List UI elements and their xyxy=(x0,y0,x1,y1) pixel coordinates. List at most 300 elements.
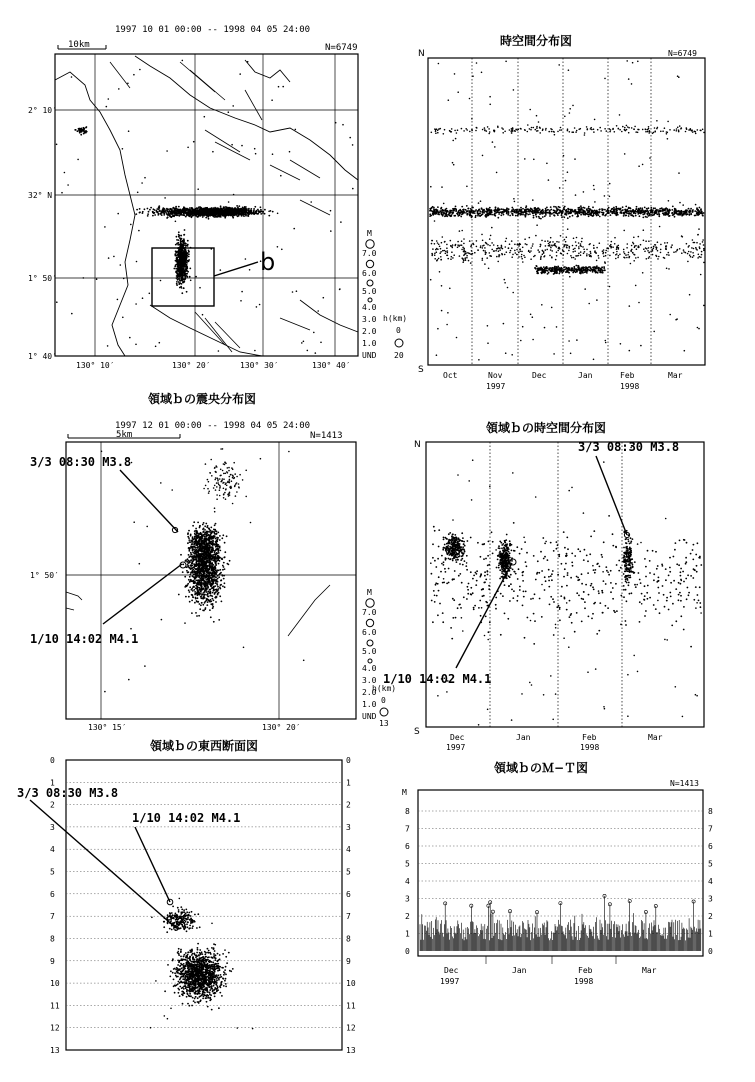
st-all-event xyxy=(480,245,482,247)
st-all-event xyxy=(592,210,594,212)
st-all-event xyxy=(432,248,434,250)
st-all-event xyxy=(541,273,543,275)
st-all-event xyxy=(644,251,646,253)
map-epicenter xyxy=(254,148,256,150)
st-all-event xyxy=(653,248,655,250)
st-all-event xyxy=(593,189,595,191)
map-epicenter xyxy=(183,256,185,258)
st-all-event xyxy=(435,132,437,134)
map-epicenter xyxy=(204,116,206,118)
st-all-event xyxy=(637,257,639,259)
st-all-event xyxy=(491,214,493,216)
st-all-event xyxy=(652,254,654,256)
st-all-event xyxy=(436,240,438,242)
map-epicenter xyxy=(181,278,183,280)
st-all-event xyxy=(482,211,484,213)
epi-b-epicenter xyxy=(217,559,219,561)
st-all-title: 時空間分布図 xyxy=(500,34,573,48)
epi-b-epicenter xyxy=(212,598,214,600)
st-all-event xyxy=(518,244,520,246)
st-all-event xyxy=(557,131,559,133)
st-all-event xyxy=(571,268,573,270)
map-epicenter xyxy=(296,290,298,292)
st-all-event xyxy=(463,209,465,211)
st-all-event xyxy=(593,131,595,133)
st-all-event xyxy=(636,211,638,213)
map-epicenter xyxy=(323,297,325,299)
st-all-event xyxy=(679,125,681,127)
map-epicenter xyxy=(238,211,240,213)
fault-1 xyxy=(180,62,215,92)
st-all-event xyxy=(444,129,446,131)
st-all-north: N xyxy=(418,49,425,59)
st-all-event xyxy=(543,269,545,271)
st-all-event xyxy=(686,127,688,129)
epi-b-epicenter xyxy=(212,592,214,594)
st-all-event xyxy=(679,213,681,215)
st-all-event xyxy=(472,75,474,77)
st-all-event xyxy=(466,257,468,259)
map-epicenter xyxy=(139,69,141,71)
st-all-event xyxy=(514,201,516,203)
st-all-event xyxy=(551,213,553,215)
st-all-event xyxy=(437,132,439,134)
fault-4 xyxy=(110,62,130,88)
st-all-event xyxy=(522,208,524,210)
st-all-event xyxy=(445,253,447,255)
map-epicenter xyxy=(227,211,229,213)
st-all-event xyxy=(584,251,586,253)
st-all-event xyxy=(600,268,602,270)
st-all-event xyxy=(675,251,677,253)
st-all-event xyxy=(474,252,476,254)
st-all-event xyxy=(568,213,570,215)
st-all-event xyxy=(557,214,559,216)
map-epicenter xyxy=(166,208,168,210)
st-all-event xyxy=(586,272,588,274)
st-all-event xyxy=(648,126,650,128)
map-epicenter xyxy=(199,209,201,211)
st-all-event xyxy=(556,207,558,209)
map-epicenter xyxy=(313,332,315,334)
st-all-event xyxy=(487,213,489,215)
st-all-event xyxy=(639,215,641,217)
st-all-event xyxy=(554,271,556,273)
st-all-event xyxy=(696,248,698,250)
st-all-event xyxy=(645,240,647,242)
map-epicenter xyxy=(135,303,137,305)
st-all-event xyxy=(613,252,615,254)
st-all-event xyxy=(487,325,489,327)
st-all-event xyxy=(509,215,511,217)
st-all-event xyxy=(648,215,650,217)
st-all-event xyxy=(441,207,443,209)
st-all-event xyxy=(624,127,626,129)
st-all-event xyxy=(593,247,595,249)
map-epicenter xyxy=(211,213,213,215)
st-all-event xyxy=(664,127,666,129)
st-all-event xyxy=(485,252,487,254)
st-all-event xyxy=(638,302,640,304)
st-all-event xyxy=(598,209,600,211)
map-epicenter xyxy=(135,213,137,215)
st-all-event xyxy=(576,237,578,239)
st-all-event xyxy=(464,254,466,256)
map-epicenter xyxy=(138,230,140,232)
map-epicenter xyxy=(147,213,149,215)
st-all-event xyxy=(504,131,506,133)
st-all-event xyxy=(476,62,478,64)
map-epicenter xyxy=(253,212,255,214)
st-all-event xyxy=(668,200,670,202)
st-all-event xyxy=(589,255,591,257)
map-epicenter xyxy=(173,268,175,270)
st-all-event xyxy=(556,255,558,257)
st-all-event xyxy=(529,128,531,130)
map-epicenter xyxy=(183,213,185,215)
st-all-event xyxy=(586,253,588,255)
map-epicenter xyxy=(195,215,197,217)
st-all-event xyxy=(532,243,534,245)
st-all-event xyxy=(512,292,514,294)
st-all-event xyxy=(532,316,534,318)
st-all-event xyxy=(597,211,599,213)
coast-south xyxy=(150,305,262,356)
map-epicenter xyxy=(232,105,234,107)
map-epicenter xyxy=(307,350,309,352)
st-all-event xyxy=(445,213,447,215)
map-epicenter xyxy=(184,229,186,231)
st-all-event xyxy=(489,238,491,240)
st-all-event xyxy=(548,179,550,181)
st-all-event xyxy=(685,252,687,254)
map-epicenter xyxy=(184,270,186,272)
st-all-event xyxy=(552,267,554,269)
map-epicenter xyxy=(135,344,137,346)
st-all-event xyxy=(560,267,562,269)
st-all-event xyxy=(577,212,579,214)
st-all-event xyxy=(530,258,532,260)
st-all-event xyxy=(575,265,577,267)
map-epicenter xyxy=(81,130,83,132)
st-all-event xyxy=(461,249,463,251)
st-all-event xyxy=(613,207,615,209)
map-epicenter xyxy=(186,291,188,293)
map-epicenter xyxy=(223,215,225,217)
st-all-event xyxy=(562,250,564,252)
st-all-event xyxy=(535,265,537,267)
epi-b-epicenter xyxy=(222,575,224,577)
st-all-event xyxy=(437,242,439,244)
map-epicenter xyxy=(251,213,253,215)
st-all-event xyxy=(550,237,552,239)
st-all-event xyxy=(661,210,663,212)
st-all-event xyxy=(569,216,571,218)
map-epicenter xyxy=(188,253,190,255)
st-all-event xyxy=(578,253,580,255)
st-all-event xyxy=(697,234,699,236)
st-all-event xyxy=(544,327,546,329)
st-all-event xyxy=(452,257,454,259)
st-all-event xyxy=(687,261,689,263)
map-epicenter xyxy=(203,215,205,217)
st-all-event xyxy=(609,196,611,198)
st-all-event xyxy=(649,214,651,216)
st-all-event xyxy=(432,206,434,208)
st-all-event xyxy=(582,272,584,274)
map-epicenter xyxy=(301,342,303,344)
st-all-event xyxy=(583,253,585,255)
map-epicenter xyxy=(199,287,201,289)
map-epicenter xyxy=(162,210,164,212)
st-all-event xyxy=(463,248,465,250)
st-all-event xyxy=(495,250,497,252)
st-all-event xyxy=(430,186,432,188)
st-all-event xyxy=(666,254,668,256)
st-all-event xyxy=(496,256,498,258)
st-all-event xyxy=(570,255,572,257)
st-all-event xyxy=(615,211,617,213)
st-all-event xyxy=(461,214,463,216)
st-all-event xyxy=(611,241,613,243)
map-epicenter xyxy=(236,205,238,207)
st-all-event xyxy=(436,251,438,253)
st-all-event xyxy=(690,213,692,215)
st-all-month-feb: Feb xyxy=(620,371,635,380)
st-all-event xyxy=(483,245,485,247)
st-all-event xyxy=(487,244,489,246)
map-epicenter xyxy=(183,281,185,283)
map-epicenter xyxy=(163,214,165,216)
st-all-event xyxy=(697,327,699,329)
st-all-event xyxy=(500,214,502,216)
map-epicenter xyxy=(178,231,180,233)
map-epicenter xyxy=(127,83,129,85)
st-all-event xyxy=(595,266,597,268)
st-all-event xyxy=(514,250,516,252)
st-all-event xyxy=(564,116,566,118)
st-all-event xyxy=(690,208,692,210)
st-all-event xyxy=(551,307,553,309)
st-all-event xyxy=(634,126,636,128)
st-all-event xyxy=(464,251,466,253)
st-all-event xyxy=(449,211,451,213)
map-epicenter xyxy=(254,350,256,352)
st-all-event xyxy=(567,210,569,212)
st-all-event xyxy=(484,127,486,129)
st-all-event xyxy=(564,239,566,241)
st-all-event xyxy=(560,252,562,254)
st-all-event xyxy=(439,271,441,273)
st-all-event xyxy=(542,130,544,132)
map-epicenter xyxy=(277,246,279,248)
map-epicenter xyxy=(179,262,181,264)
st-all-event xyxy=(487,210,489,212)
map-epicenter xyxy=(174,213,176,215)
st-all-event xyxy=(521,258,523,260)
map-epicenter xyxy=(228,208,230,210)
st-all-event xyxy=(602,270,604,272)
st-all-event xyxy=(588,303,590,305)
st-all-event xyxy=(508,212,510,214)
st-all-event xyxy=(632,252,634,254)
st-all-event xyxy=(582,213,584,215)
st-all-event xyxy=(532,245,534,247)
st-all-event xyxy=(582,246,584,248)
st-all-event xyxy=(575,268,577,270)
st-all-event xyxy=(568,69,570,71)
map-epicenter xyxy=(177,210,179,212)
st-all-event xyxy=(556,272,558,274)
st-all-event xyxy=(623,251,625,253)
st-all-event xyxy=(647,131,649,133)
st-all-event xyxy=(524,129,526,131)
st-all-event xyxy=(434,220,436,222)
st-all-event xyxy=(536,130,538,132)
st-all-event xyxy=(578,242,580,244)
st-all-event xyxy=(703,262,705,264)
st-all-event xyxy=(495,207,497,209)
st-all-event xyxy=(441,186,443,188)
st-all-event xyxy=(657,241,659,243)
st-all-event xyxy=(625,206,627,208)
st-all-event xyxy=(548,272,550,274)
st-all-event xyxy=(666,133,668,135)
map-epicenter xyxy=(179,209,181,211)
map-lon-label-4: 130° 40′ xyxy=(312,361,351,370)
st-all-event xyxy=(517,215,519,217)
map-epicenter xyxy=(158,208,160,210)
st-all-event xyxy=(644,207,646,209)
st-all-event xyxy=(645,247,647,249)
coast-island xyxy=(245,60,290,82)
map-epicenter xyxy=(339,289,341,291)
st-all-event xyxy=(584,214,586,216)
map-epicenter xyxy=(238,215,240,217)
st-all-event xyxy=(509,129,511,131)
st-all-event xyxy=(468,260,470,262)
map-epicenter xyxy=(189,216,191,218)
st-all-event xyxy=(527,131,529,133)
st-all-event xyxy=(547,209,549,211)
st-all-event xyxy=(505,352,507,354)
epi-b-epicenter xyxy=(218,563,220,565)
st-all-event xyxy=(625,215,627,217)
map-epicenter xyxy=(186,208,188,210)
st-all-event xyxy=(579,271,581,273)
st-all-event xyxy=(617,208,619,210)
st-all-event xyxy=(556,326,558,328)
st-all-event xyxy=(664,242,666,244)
st-all-event xyxy=(700,274,702,276)
st-all-event xyxy=(535,129,537,131)
st-all-event xyxy=(581,207,583,209)
st-all-event xyxy=(667,121,669,123)
st-all-event xyxy=(436,128,438,130)
map-epicenter xyxy=(180,241,182,243)
st-all-event xyxy=(569,108,571,110)
map-epicenter xyxy=(186,276,188,278)
st-all-event xyxy=(489,245,491,247)
st-all-event xyxy=(467,213,469,215)
st-all-event xyxy=(575,212,577,214)
st-all-event xyxy=(545,249,547,251)
map-epicenter xyxy=(128,130,130,132)
st-all-event xyxy=(616,209,618,211)
st-all-event xyxy=(568,250,570,252)
map-epicenter xyxy=(149,209,151,211)
st-all-event xyxy=(432,213,434,215)
st-all-event xyxy=(441,242,443,244)
st-all-event xyxy=(626,247,628,249)
st-all-event xyxy=(474,212,476,214)
map-epicenter xyxy=(117,299,119,301)
st-all-event xyxy=(683,251,685,253)
map-epicenter xyxy=(241,215,243,217)
coast-southeast xyxy=(300,300,358,332)
st-all-event xyxy=(614,209,616,211)
map-epicenter xyxy=(178,274,180,276)
st-all-event xyxy=(461,240,463,242)
st-all-event xyxy=(669,210,671,212)
st-all-event xyxy=(571,131,573,133)
st-all-event xyxy=(615,258,617,260)
st-all-event xyxy=(668,215,670,217)
map-epicenter xyxy=(233,211,235,213)
st-all-event xyxy=(471,244,473,246)
st-all-event xyxy=(460,210,462,212)
st-all-event xyxy=(554,215,556,217)
st-all-event xyxy=(440,256,442,258)
st-all-event xyxy=(642,209,644,211)
st-all-event xyxy=(659,208,661,210)
map-epicenter xyxy=(189,212,191,214)
st-all-event xyxy=(665,249,667,251)
st-all-event xyxy=(597,267,599,269)
st-all-event xyxy=(508,248,510,250)
st-all-event xyxy=(551,256,553,258)
map-epicenter xyxy=(79,129,81,131)
st-all-event xyxy=(522,261,524,263)
st-all-event xyxy=(518,256,520,258)
st-all-event xyxy=(628,215,630,217)
map-epicenter xyxy=(80,134,82,136)
st-all-event xyxy=(435,130,437,132)
map-epicenter xyxy=(181,287,183,289)
st-all-event xyxy=(631,249,633,251)
st-all-event xyxy=(650,251,652,253)
st-all-event xyxy=(656,210,658,212)
map-epicenter xyxy=(211,209,213,211)
st-all-event xyxy=(633,243,635,245)
st-all-event xyxy=(660,252,662,254)
st-all-event xyxy=(633,260,635,262)
st-all-event xyxy=(512,214,514,216)
st-all-event xyxy=(675,210,677,212)
map-epicenter xyxy=(241,209,243,211)
st-all-event xyxy=(437,249,439,251)
st-all-event xyxy=(447,250,449,252)
st-all-event xyxy=(584,288,586,290)
map-epicenter xyxy=(56,144,58,146)
st-all-event xyxy=(687,213,689,215)
st-all-event xyxy=(489,207,491,209)
st-all-event xyxy=(604,261,606,263)
map-epicenter xyxy=(189,211,191,213)
map-epicenter xyxy=(187,244,189,246)
map-epicenter xyxy=(179,249,181,251)
st-all-event xyxy=(481,72,483,74)
